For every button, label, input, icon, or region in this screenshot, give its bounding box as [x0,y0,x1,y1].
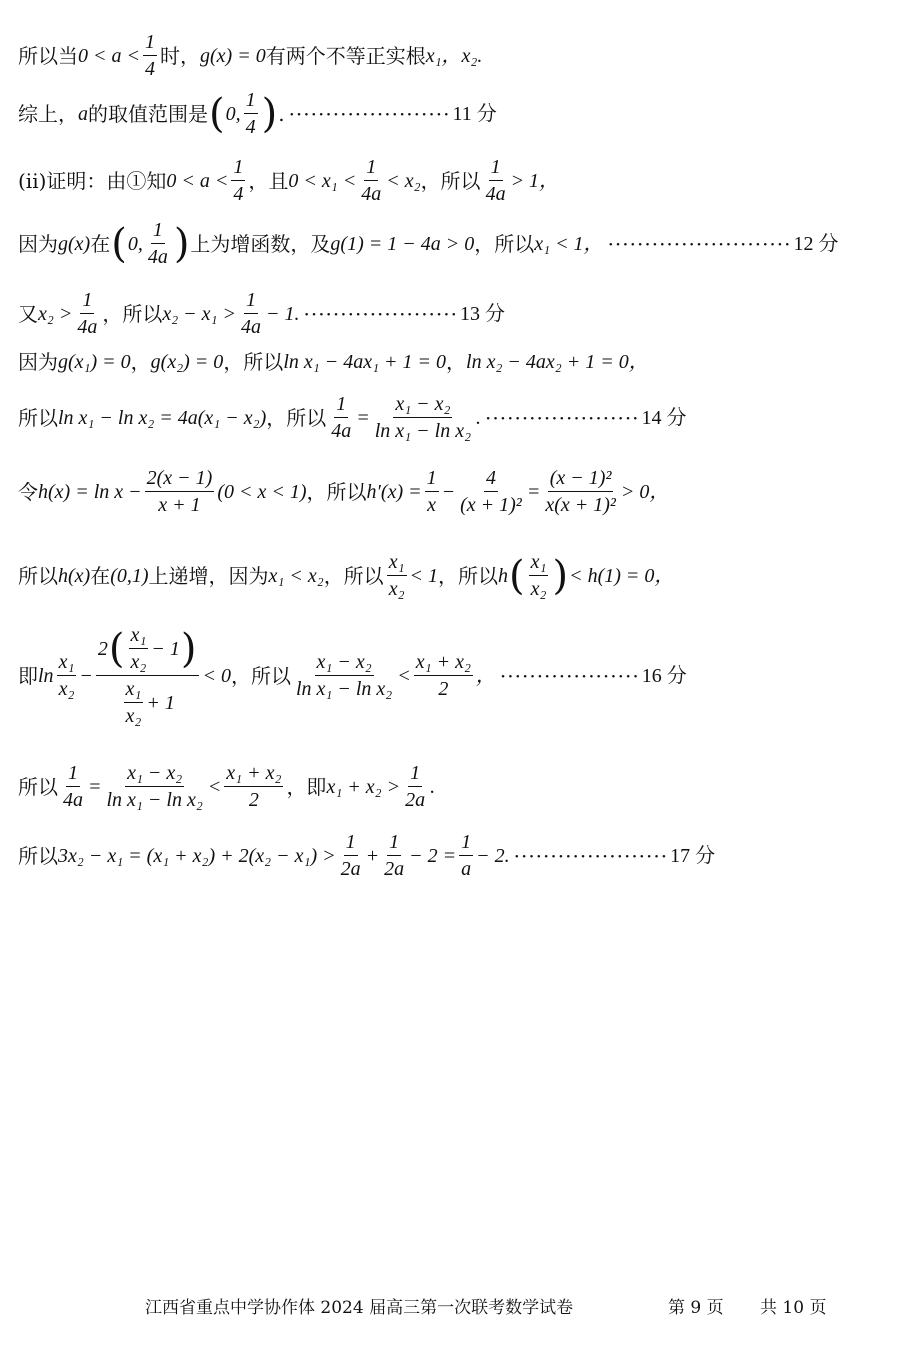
math: < x₂ [386,169,421,192]
math: g(1) = 1 − 4a > 0 [330,232,475,255]
math: x₁，x₂. [425,44,483,67]
math: (0 < x < 1) [217,480,307,503]
numerator: 1 [151,220,165,244]
score-mark: 16 分 [641,664,687,687]
text: ，所以 [323,563,384,588]
fraction [403,763,427,810]
line-8 [18,468,882,515]
fraction [414,652,473,699]
fraction [329,394,353,441]
text: 时， [160,43,200,68]
math: 0 < a < [166,169,229,192]
text: 因为 [18,231,58,256]
text: 所以当 [18,43,78,68]
math: x₁ + x₂ > [326,775,401,798]
numerator: x₁ + x₂ [414,652,473,676]
right-paren: ) [173,220,190,267]
text: . [278,101,285,126]
text: ，所以 [306,479,367,504]
score-mark: 14 分 [641,406,687,429]
right-paren: ) [180,625,197,672]
math: h(x) = ln x − [38,480,142,503]
denominator: 4a [485,183,506,205]
fraction [458,468,524,515]
fraction [543,468,618,515]
fraction [459,832,473,879]
line-4 [18,220,882,267]
nested-numerator [96,625,200,676]
nested-fraction [96,625,200,726]
line-10 [18,625,882,726]
page-number: 第 9 页 [668,1298,724,1318]
math: < h(1) = 0， [569,564,675,587]
numerator: 1 [364,157,378,181]
fraction [146,220,170,267]
math: ln x₁ − ln x₂ = 4a(x₁ − x₂) [58,406,267,429]
score-mark: 13 分 [460,302,505,325]
math: 3x₂ − x₁ = (x₁ + x₂) + 2(x₂ − x₁) > [58,844,336,867]
math: < 1 [409,564,439,587]
math: ， [475,664,496,687]
line-9 [18,552,882,599]
score-leader-dots: ····················· [485,405,640,430]
math: + [365,844,380,867]
line-5 [18,290,882,337]
math: = [88,775,102,798]
numerator: 1 [244,90,258,114]
numerator: 1 [80,290,94,314]
numerator: 1 [425,468,439,492]
numerator: x₁ [387,552,407,576]
text: ，所以 [474,231,535,256]
score-mark: 17 分 [670,844,716,867]
score-leader-dots: ····················· [513,843,669,868]
fraction [105,763,205,810]
numerator: 1 [334,394,348,418]
denominator: x [427,494,437,516]
math: h [498,564,509,587]
score-leader-dots: ······················ [288,101,451,126]
text: ， [130,350,151,374]
numerator: 1 [408,763,422,787]
denominator: 2 [438,678,449,700]
text: ，所以 [438,563,499,588]
score-mark: 12 分 [793,232,839,255]
score-leader-dots: ························· [607,231,792,256]
math: a [78,102,88,125]
denominator: 4a [361,183,382,205]
text: 在 [90,563,111,588]
numerator: x₁ − x₂ [315,652,374,676]
text: 因为 [18,350,58,374]
denominator: 2a [405,789,426,811]
math: − [441,480,456,503]
text: ，所以 [230,663,291,688]
denominator: 2a [340,858,361,880]
denominator: x₂ [530,578,547,600]
numerator: (x − 1)² [548,468,614,492]
line-3 [18,157,882,204]
math: + 1 [146,691,175,714]
denominator: (x + 1)² [460,494,522,516]
fraction [145,468,215,515]
text: 所以 [18,405,58,430]
math: 2 [97,637,108,660]
nested-denominator [119,676,177,726]
left-paren: ( [111,220,127,267]
numerator: x₁ [57,652,77,676]
math: g(x) = 0 [200,44,266,67]
math: ln [38,664,54,687]
numerator: x₁ − x₂ [393,394,452,418]
denominator: x + 1 [158,494,201,516]
denominator: 4a [77,316,98,338]
math: 0, [127,232,143,255]
fraction [224,763,283,810]
math: g(x) [58,232,91,255]
line-1 [18,32,882,79]
text: ，且 [248,168,289,193]
denominator: ln x₁ − ln x₂ [374,420,472,442]
line-7 [18,394,882,441]
denominator: x(x + 1)² [545,494,616,516]
fraction [129,625,149,672]
text: 即 [18,663,38,688]
exam-title: 江西省重点中学协作体 2024 届高三第一次联考数学试卷 [145,1298,574,1318]
line-11 [18,763,882,810]
denominator: 4 [245,116,256,138]
math: . [476,406,482,429]
denominator: 4a [331,420,352,442]
numerator: x₁ [529,552,549,576]
math: x₁ < 1， [534,232,604,255]
text: (ii)证明：由①知 [18,168,167,193]
text: 令 [18,479,38,504]
text: ，所以 [102,301,163,326]
math: − 2. [476,844,510,867]
denominator: 2a [384,858,405,880]
fraction [143,32,157,79]
numerator: x₁ [129,625,149,649]
math: ln x₂ − 4ax₂ + 1 = 0， [466,351,649,373]
math: x₁ < x₂ [268,564,324,587]
line-6 [18,352,882,372]
denominator: x₂ [130,651,147,673]
math: = [356,406,370,429]
denominator: x₂ [388,578,405,600]
fraction [373,394,473,441]
denominator: 4a [147,246,168,268]
math: = [526,480,541,503]
denominator: 4 [233,183,244,205]
denominator: 4 [145,58,155,80]
score-leader-dots: ··················· [499,663,640,688]
text: 的取值范围是 [88,101,208,126]
fraction [425,468,439,515]
text: 上递增，因为 [148,563,269,588]
fraction [387,552,407,599]
math: 0 < x₁ < [288,169,357,192]
math: − 2 = [409,844,457,867]
math: < 0 [202,664,231,687]
score-leader-dots: ····················· [303,301,458,326]
math: 0 < a < [78,44,140,67]
right-paren: ) [261,90,278,137]
text: ，所以 [266,405,327,430]
math: (0,1) [110,564,149,587]
math: − [79,664,93,687]
numerator: 1 [66,763,80,787]
text: ，即 [286,774,327,799]
text: ，所以 [420,168,481,193]
math: g(x₁) = 0 [58,351,131,373]
math: h(x) [58,564,91,587]
score-mark: 11 分 [452,102,497,125]
fraction [244,90,258,137]
left-paren: ( [509,552,525,599]
fraction [239,290,263,337]
math: h′(x) = [366,480,422,503]
numerator: x₁ [124,679,144,703]
text: 在 [90,231,111,256]
fraction [359,157,383,204]
math: x₂ > [38,302,73,325]
text: 所以 [18,774,58,799]
math: . [430,775,436,798]
fraction [294,652,394,699]
fraction [484,157,508,204]
fraction [57,652,77,699]
left-paren: ( [209,90,225,137]
numerator: 1 [387,832,401,856]
numerator: x₁ − x₂ [125,763,184,787]
denominator: x₂ [58,678,75,700]
numerator: 1 [344,832,358,856]
fraction [529,552,549,599]
right-paren: ) [552,552,569,599]
text: 有两个不等正实根 [265,43,426,68]
fraction [231,157,245,204]
denominator: 4a [240,316,261,338]
math: 0, [225,102,241,125]
denominator: a [461,858,472,880]
math: g(x₂) = 0 [150,351,224,373]
line-2 [18,90,882,137]
total-pages: 共 10 页 [760,1298,827,1318]
math: − 1. [265,302,300,325]
numerator: 1 [244,290,258,314]
fraction [61,763,85,810]
text: ，所以 [223,350,284,374]
math: ln x₁ − 4ax₁ + 1 = 0 [283,351,447,373]
fraction [382,832,406,879]
denominator: ln x₁ − ln x₂ [295,678,393,700]
denominator: ln x₁ − ln x₂ [106,789,203,811]
text: ， [446,350,467,374]
math: > 1， [510,169,560,192]
numerator: 1 [143,32,157,56]
text: 所以 [18,563,58,588]
text: 综上， [18,101,78,126]
fraction [339,832,363,879]
math: < [397,664,411,687]
text: 上为增函数，及 [190,231,331,256]
fraction [75,290,99,337]
left-paren: ( [108,625,125,672]
math: − 1 [151,637,180,660]
numerator: 1 [459,832,473,856]
denominator: 2 [248,789,259,811]
math: x₂ − x₁ > [162,302,236,325]
denominator: 4a [63,789,83,811]
numerator: 1 [231,157,245,181]
fraction [124,679,144,726]
numerator: 1 [489,157,503,181]
numerator: 4 [484,468,498,492]
text: 又 [18,301,38,326]
text: 所以 [18,843,58,868]
line-12 [18,832,882,879]
numerator: x₁ + x₂ [224,763,283,787]
math: > 0， [620,480,670,503]
math: < [207,775,222,798]
numerator: 2(x − 1) [145,468,215,492]
denominator: x₂ [125,705,142,727]
